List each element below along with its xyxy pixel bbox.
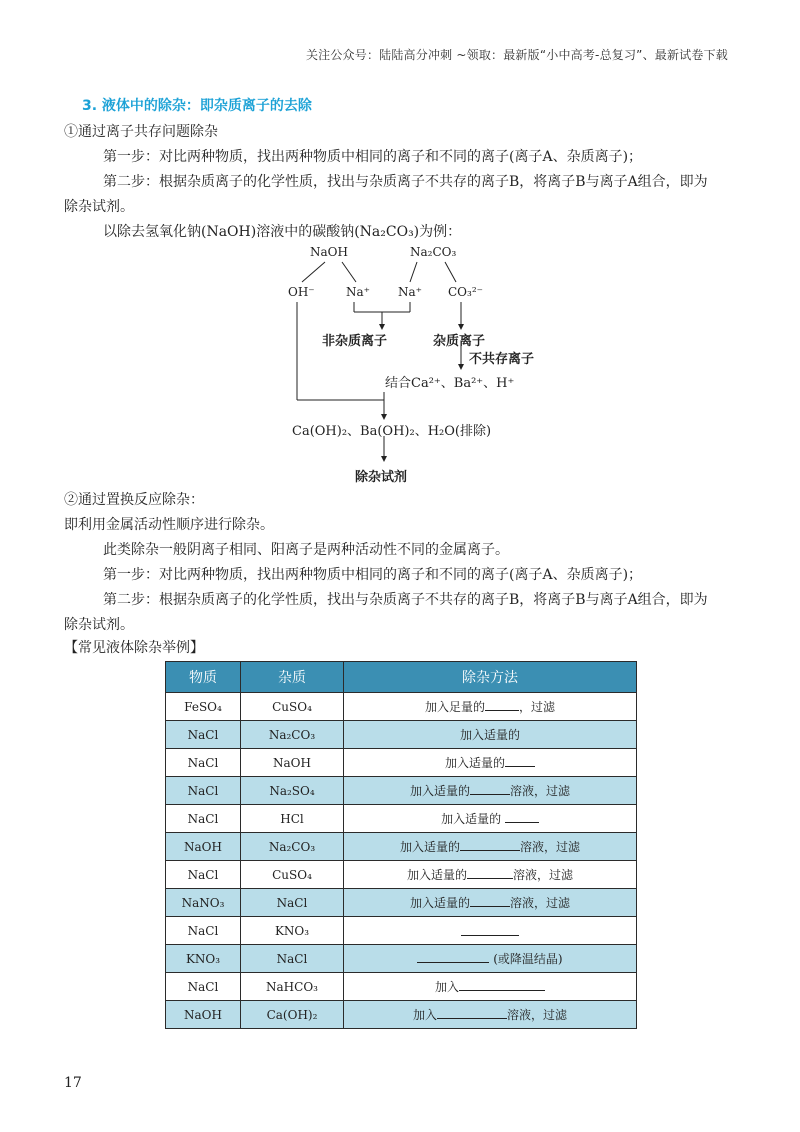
- answer-blank: [485, 698, 519, 711]
- table-row: [166, 721, 637, 749]
- page-header: 关注公众号：陆陆高分冲刺 ~领取：最新版“小中高考-总复习”、最新试卷下载: [305, 48, 728, 62]
- cell-substance: NaCl: [166, 721, 241, 749]
- cell-substance: NaNO₃: [166, 889, 241, 917]
- cell-impurity: CuSO₄: [241, 861, 344, 889]
- cell-substance: NaCl: [166, 805, 241, 833]
- method-prefix: 加入足量的: [424, 700, 485, 714]
- cell-method: [344, 973, 637, 1001]
- method-prefix: 加入适量的: [459, 728, 520, 742]
- method1-step2a: 第二步：根据杂质离子的化学性质，找出与杂质离子不共存的离子B，将离子B与离子A组合，即为: [103, 174, 708, 190]
- co3-ion-label: CO₃²⁻: [448, 285, 483, 299]
- table-title: 【常见液体除杂举例】: [64, 640, 204, 656]
- cell-substance: NaCl: [166, 777, 241, 805]
- cell-impurity: CuSO₄: [241, 693, 344, 721]
- cell-impurity: HCl: [241, 805, 344, 833]
- cell-impurity: NaHCO₃: [241, 973, 344, 1001]
- table-row: [166, 805, 637, 833]
- cell-method: [344, 917, 637, 945]
- cell-impurity: NaOH: [241, 749, 344, 777]
- method2-step2a: 第二步：根据杂质离子的化学性质，找出与杂质离子不共存的离子B，将离子B与离子A组合，即为: [103, 592, 708, 608]
- answer-blank: [470, 894, 510, 907]
- cell-impurity: Na₂CO₃: [241, 721, 344, 749]
- method-prefix: 加入适量的: [409, 784, 470, 798]
- cell-method: [344, 721, 637, 749]
- table-row: [166, 833, 637, 861]
- non-impurity-label: 非杂质离子: [322, 334, 388, 349]
- cell-method: [344, 777, 637, 805]
- table-row: [166, 889, 637, 917]
- cell-impurity: NaCl: [241, 889, 344, 917]
- method2-step2b: 除杂试剂。: [64, 617, 134, 633]
- combine-label: 结合Ca²⁺、Ba²⁺、H⁺: [385, 376, 515, 391]
- cell-substance: NaCl: [166, 749, 241, 777]
- page-number: 17: [64, 1075, 82, 1091]
- method-suffix: (或降温结晶): [489, 952, 563, 966]
- table-header-row: [166, 662, 637, 693]
- cell-substance: NaOH: [166, 833, 241, 861]
- table-row: [166, 777, 637, 805]
- oh-ion-label: OH⁻: [288, 285, 315, 299]
- cell-substance: NaCl: [166, 917, 241, 945]
- method-prefix: 加入适量的: [406, 868, 467, 882]
- example-intro: 以除去氢氧化钠(NaOH)溶液中的碳酸钠(Na₂CO₃)为例：: [103, 224, 462, 240]
- method1-step1: 第一步：对比两种物质，找出两种物质中相同的离子和不同的离子(离子A、杂质离子)；: [103, 149, 643, 165]
- cell-impurity: Na₂SO₄: [241, 777, 344, 805]
- table-row: [166, 749, 637, 777]
- na-ion-label-2: Na⁺: [398, 285, 422, 299]
- method2-step1: 第一步：对比两种物质，找出两种物质中相同的离子和不同的离子(离子A、杂质离子)；: [103, 567, 643, 583]
- method2-line2: 此类除杂一般阴离子相同、阳离子是两种活动性不同的金属离子。: [103, 542, 509, 558]
- cell-substance: NaCl: [166, 861, 241, 889]
- answer-blank: [470, 782, 510, 795]
- header-method: 除杂方法: [344, 662, 637, 693]
- method-prefix: 加入适量的: [409, 896, 470, 910]
- answer-blank: [467, 866, 513, 879]
- impurity-table: [165, 661, 637, 1029]
- method-suffix: ，过滤: [519, 700, 556, 714]
- answer-blank: [460, 838, 520, 851]
- naoh-label: NaOH: [310, 245, 348, 259]
- method-suffix: 溶液，过滤: [513, 868, 574, 882]
- table-row: [166, 1001, 637, 1029]
- na2co3-label: Na₂CO₃: [410, 245, 457, 259]
- cell-method: [344, 833, 637, 861]
- cell-method: [344, 945, 637, 973]
- method1-step2b: 除杂试剂。: [64, 199, 134, 215]
- cell-method: [344, 889, 637, 917]
- cell-substance: KNO₃: [166, 945, 241, 973]
- answer-blank: [505, 754, 535, 767]
- method-prefix: 加入适量的: [441, 812, 505, 826]
- answer-blank: [461, 923, 519, 936]
- method-suffix: 溶液，过滤: [520, 840, 581, 854]
- reagent-label: 除杂试剂: [355, 470, 408, 485]
- cell-substance: NaCl: [166, 973, 241, 1001]
- header-impurity: 杂质: [241, 662, 344, 693]
- method-prefix: 加入适量的: [399, 840, 460, 854]
- ion-removal-diagram: [270, 240, 550, 488]
- cell-method: [344, 805, 637, 833]
- table-row: [166, 693, 637, 721]
- method2-line1: 即利用金属活动性顺序进行除杂。: [64, 517, 274, 533]
- header-substance: 物质: [166, 662, 241, 693]
- answer-blank: [505, 810, 539, 823]
- answer-blank: [459, 978, 545, 991]
- cell-impurity: Ca(OH)₂: [241, 1001, 344, 1029]
- method-prefix: 加入适量的: [444, 756, 505, 770]
- cell-impurity: KNO₃: [241, 917, 344, 945]
- answer-blank: [437, 1006, 507, 1019]
- cell-method: [344, 749, 637, 777]
- table-row: [166, 945, 637, 973]
- cell-impurity: Na₂CO₃: [241, 833, 344, 861]
- method-prefix: 加入: [434, 980, 459, 994]
- method-suffix: 溶液，过滤: [510, 896, 571, 910]
- products-label: Ca(OH)₂、Ba(OH)₂、H₂O(排除): [292, 424, 492, 439]
- cell-method: [344, 861, 637, 889]
- table-row: [166, 973, 637, 1001]
- cell-impurity: NaCl: [241, 945, 344, 973]
- section-title: 3. 液体中的除杂：即杂质离子的去除: [82, 98, 312, 114]
- method-prefix: 加入: [412, 1008, 437, 1022]
- not-coexist-label: 不共存离子: [469, 352, 535, 367]
- method1-title: ①通过离子共存问题除杂: [64, 124, 218, 140]
- cell-substance: NaOH: [166, 1001, 241, 1029]
- na-ion-label-1: Na⁺: [346, 285, 370, 299]
- method2-title: ②通过置换反应除杂：: [64, 492, 204, 508]
- method-suffix: 溶液，过滤: [510, 784, 571, 798]
- answer-blank: [417, 950, 489, 963]
- cell-method: [344, 1001, 637, 1029]
- method-suffix: 溶液，过滤: [507, 1008, 568, 1022]
- impurity-label: 杂质离子: [433, 334, 486, 349]
- table-row: [166, 861, 637, 889]
- cell-method: [344, 693, 637, 721]
- cell-substance: FeSO₄: [166, 693, 241, 721]
- table-row: [166, 917, 637, 945]
